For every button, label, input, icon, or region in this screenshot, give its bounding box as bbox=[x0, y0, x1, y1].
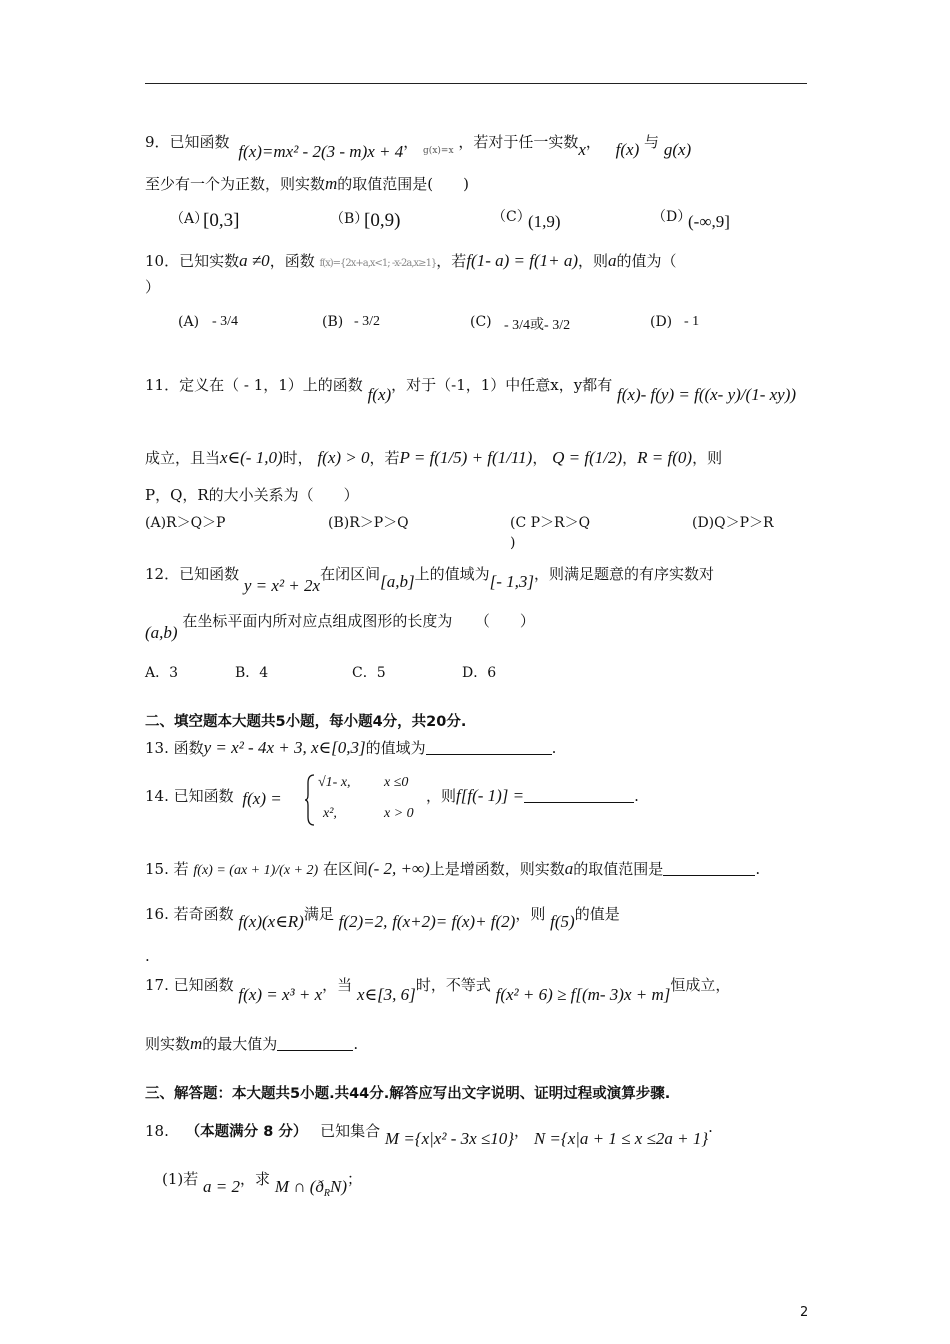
option-d-label: （D） bbox=[652, 209, 692, 225]
text: 在闭区间 bbox=[320, 565, 381, 583]
option-c-label: (C) bbox=[470, 314, 492, 330]
option-c-paren: ) bbox=[510, 535, 516, 551]
formula-fx: f(x)(x∈R) bbox=[238, 912, 304, 931]
formula-f: f(x)=mx² - 2(3 - m)x + 4 bbox=[238, 142, 404, 161]
header-rule bbox=[145, 83, 807, 84]
var-m: m bbox=[325, 174, 338, 193]
formula-fx: f(x) bbox=[367, 385, 392, 404]
formula-sub-r: R bbox=[323, 1188, 331, 1199]
formula-fx: f(x) = bbox=[242, 789, 282, 808]
text: 满足 bbox=[303, 905, 334, 923]
option-b-label: (B) bbox=[322, 314, 344, 330]
text: 17. 已知函数 bbox=[145, 976, 234, 994]
option-d-label: (D) bbox=[650, 314, 673, 330]
option-a: (A)R＞Q＞P bbox=[145, 515, 226, 531]
formula-expr: M ∩ (ð bbox=[274, 1177, 324, 1196]
question-16-line-2: . bbox=[145, 947, 150, 965]
case-1-expr: √1- x, bbox=[318, 775, 351, 790]
question-15 bbox=[145, 858, 760, 882]
option-d-value: (-∞,9] bbox=[688, 212, 730, 231]
text: 10．已知实数 bbox=[145, 252, 240, 270]
answer-blank bbox=[663, 859, 755, 876]
option-d-value: - 1 bbox=[684, 314, 700, 329]
text: ， bbox=[514, 1122, 530, 1140]
text: ，则 bbox=[426, 787, 457, 805]
question-9-line-1 bbox=[145, 131, 692, 161]
text: ，则满足题意的有序实数对 bbox=[533, 565, 714, 583]
formula-cond: a = 2 bbox=[203, 1177, 241, 1196]
formula-fx: f(x) bbox=[615, 140, 640, 159]
text: 至少有一个为正数，则实数 bbox=[145, 175, 326, 193]
answer-blank bbox=[277, 1034, 353, 1051]
formula-inequality: f(x² + 6) ≥ f[(m- 3)x + m] bbox=[495, 985, 671, 1004]
text: 的值域为 bbox=[365, 739, 426, 757]
formula-cond-1: f(2)=2, bbox=[338, 912, 388, 931]
text: 15. 若 bbox=[145, 860, 189, 878]
text: ， bbox=[532, 449, 548, 467]
question-18-line-1 bbox=[145, 1120, 713, 1148]
text: ， bbox=[622, 449, 638, 467]
formula-query: f(5) bbox=[550, 912, 575, 931]
answer-blank bbox=[524, 786, 634, 803]
text: 14. 已知函数 bbox=[145, 787, 234, 805]
formula-interval: [a,b] bbox=[380, 572, 415, 591]
formula-cond: a ≠0 bbox=[239, 251, 270, 270]
section-3-heading: 三、解答题：本大题共5小题.共44分.解答应写出文字说明、证明过程或演算步骤. bbox=[145, 1086, 671, 1102]
text: 18. bbox=[145, 1122, 169, 1140]
text: 16. 若奇函数 bbox=[145, 905, 234, 923]
option-a-label: （A） bbox=[170, 211, 209, 227]
question-11-line-1 bbox=[145, 374, 797, 404]
formula-expr-2: N) bbox=[330, 1177, 348, 1196]
text: ， bbox=[403, 133, 419, 151]
option-a-value: - 3/4 bbox=[212, 314, 239, 329]
question-11-line-2 bbox=[145, 447, 722, 469]
formula-fx: f(x) = x³ + x bbox=[238, 985, 323, 1004]
question-10-line-2: ） bbox=[145, 278, 161, 296]
formula-range: [- 1,3] bbox=[489, 572, 534, 591]
text: ， bbox=[585, 133, 601, 151]
formula-pair: (a,b) bbox=[145, 623, 178, 642]
case-1-cond: x ≤0 bbox=[384, 775, 409, 790]
formula-functional-eq: f(x)- f(y) = f((x- y)/(1- xy)) bbox=[617, 385, 797, 404]
option-b-value: - 3/2 bbox=[354, 314, 381, 329]
var-m: m bbox=[190, 1034, 203, 1053]
formula-cond: x∈(- 1,0) bbox=[220, 448, 283, 467]
question-16 bbox=[145, 903, 620, 931]
formula-set-m: M ={x|x² - 3x ≤10} bbox=[384, 1129, 515, 1148]
text: ，若 bbox=[369, 449, 400, 467]
text: ，则 bbox=[515, 905, 546, 923]
formula-y: y = x² - 4x + 3, x∈[0,3] bbox=[203, 738, 366, 757]
text: 则实数 bbox=[145, 1035, 191, 1053]
formula-interval: x∈[3, 6] bbox=[356, 985, 416, 1004]
text: 已知集合 bbox=[320, 1122, 381, 1140]
text: 的最大值为 bbox=[202, 1035, 278, 1053]
formula-set-n: N ={x|a + 1 ≤ x ≤2a + 1} bbox=[533, 1129, 709, 1148]
formula-y: y = x² + 2x bbox=[243, 576, 321, 595]
question-12-line-1 bbox=[145, 563, 714, 595]
text: 9．已知函数 bbox=[145, 133, 230, 151]
text: 的值是 bbox=[574, 905, 620, 923]
var-a: a bbox=[608, 251, 617, 270]
formula-interval: (- 2, +∞) bbox=[367, 859, 430, 878]
formula-pos: f(x) > 0 bbox=[317, 448, 370, 467]
option-c: (C P＞R＞Q bbox=[510, 515, 591, 531]
text: 在区间 bbox=[322, 860, 368, 878]
text: ，当 bbox=[322, 976, 353, 994]
text: ，则 bbox=[578, 252, 609, 270]
question-10-line-1 bbox=[145, 250, 677, 275]
text: 与 bbox=[644, 133, 660, 151]
option-c-label: （C） bbox=[492, 209, 531, 225]
var-x: x bbox=[578, 140, 586, 159]
answer-blank bbox=[426, 738, 552, 755]
text: . bbox=[551, 739, 557, 757]
text: ，则 bbox=[692, 449, 723, 467]
formula-g: g(x)=x bbox=[423, 146, 454, 156]
text: . bbox=[353, 1035, 359, 1053]
formula-cond-2: f(x+2)= f(x)+ f(2) bbox=[392, 912, 516, 931]
question-18-part-1 bbox=[162, 1168, 362, 1197]
formula-p: P = f(1/5) + f(1/11) bbox=[399, 448, 533, 467]
text: 上是增函数，则实数 bbox=[429, 860, 565, 878]
question-14 bbox=[145, 785, 282, 807]
formula-r: R = f(0) bbox=[637, 448, 693, 467]
question-11-line-3: P，Q，R的大小关系为（ ） bbox=[145, 486, 359, 504]
question-12-line-2 bbox=[145, 610, 535, 642]
text: ，若对于任一实数 bbox=[458, 133, 579, 151]
question-17-line-1 bbox=[145, 974, 731, 1004]
formula-query: f[f(- 1)] = bbox=[456, 786, 525, 805]
page-number: 2 bbox=[800, 1305, 809, 1320]
piecewise-brace bbox=[304, 773, 316, 827]
formula-piecewise: f(x)={2x+a,x<1; -x-2a,x≥1} bbox=[319, 258, 437, 269]
text: ； bbox=[347, 1170, 363, 1188]
text: 上的值域为 bbox=[414, 565, 490, 583]
question-17-line-2 bbox=[145, 1033, 358, 1055]
section-2-heading: 二、填空题本大题共5小题，每小题4分，共20分. bbox=[145, 714, 467, 730]
text: 的取值范围是( ) bbox=[337, 175, 470, 193]
option-c-value: - 3/4或- 3/2 bbox=[504, 318, 571, 333]
text: 12．已知函数 bbox=[145, 565, 240, 583]
question-9-line-2 bbox=[145, 173, 469, 195]
option-c-value: (1,9) bbox=[528, 212, 561, 231]
text: 11．定义在（ - 1，1）上的函数 bbox=[145, 376, 363, 394]
text: 恒成立， bbox=[670, 976, 731, 994]
question-13 bbox=[145, 737, 556, 759]
case-2-cond: x > 0 bbox=[384, 806, 414, 821]
text: (1)若 bbox=[162, 1170, 199, 1188]
option-d: D．6 bbox=[462, 665, 497, 681]
text: ，对于（-1，1）中任意x，y都有 bbox=[391, 376, 613, 394]
text: . bbox=[755, 860, 761, 878]
option-c: C．5 bbox=[352, 665, 386, 681]
question-14-tail bbox=[426, 785, 639, 807]
option-b: B．4 bbox=[235, 665, 269, 681]
formula-eq: f(1- a) = f(1+ a) bbox=[466, 251, 579, 270]
option-d: (D)Q＞P＞R bbox=[692, 515, 774, 531]
text: ，求 bbox=[240, 1170, 271, 1188]
option-a: A．3 bbox=[145, 665, 179, 681]
option-b-label: （B） bbox=[330, 211, 369, 227]
text: 的取值范围是 bbox=[573, 860, 664, 878]
text: 13. 函数 bbox=[145, 739, 204, 757]
text: ，若 bbox=[436, 252, 467, 270]
formula-gx: g(x) bbox=[663, 140, 692, 159]
score-tag: （本题满分 8 分） bbox=[185, 1124, 308, 1140]
option-b-value: [0,9) bbox=[364, 210, 401, 231]
text: 的值为（ bbox=[616, 252, 677, 270]
formula-fx: f(x) = (ax + 1)/(x + 2) bbox=[193, 863, 319, 878]
formula-q: Q = f(1/2) bbox=[552, 448, 623, 467]
text: · bbox=[708, 1122, 713, 1140]
text: 在坐标平面内所对应点组成图形的长度为 （ ） bbox=[182, 612, 535, 630]
text: 时， bbox=[282, 449, 313, 467]
text: . bbox=[634, 787, 639, 805]
option-b: (B)R＞P＞Q bbox=[328, 515, 409, 531]
text: 时，不等式 bbox=[415, 976, 491, 994]
option-a-value: [0,3] bbox=[203, 210, 240, 231]
option-a-label: (A) bbox=[178, 314, 200, 330]
text: ，函数 bbox=[269, 252, 315, 270]
text: 成立，且当 bbox=[145, 449, 221, 467]
case-2-expr: x², bbox=[323, 806, 337, 821]
var-a: a bbox=[564, 859, 574, 878]
